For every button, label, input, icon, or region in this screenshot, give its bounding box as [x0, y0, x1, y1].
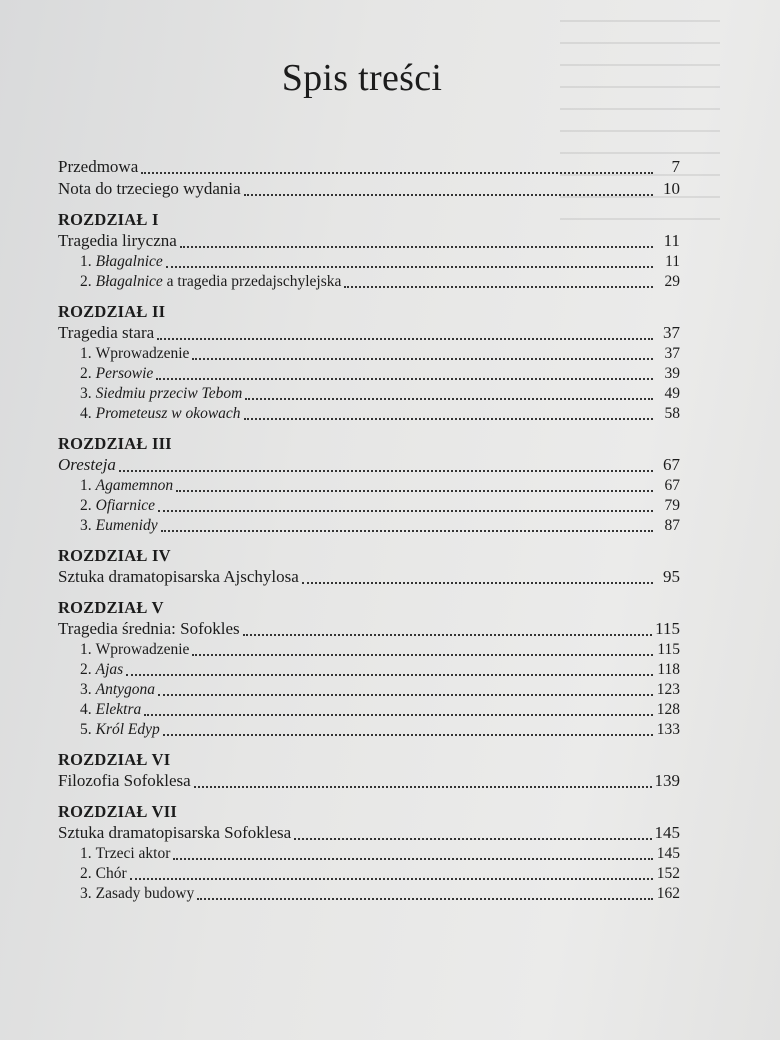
leader-dots [156, 377, 653, 380]
toc-entry-title: Wprowadzenie [95, 641, 190, 658]
toc-entry-title: Filozofia Sofoklesa [58, 771, 191, 790]
toc-entry-title: Agamemnon [95, 477, 174, 494]
toc-entry [58, 771, 680, 793]
toc-page-number: 115 [655, 619, 680, 638]
leader-dots [161, 529, 653, 532]
toc-entry-label [58, 455, 116, 475]
toc-entry-label [80, 477, 173, 495]
toc-subentry [58, 405, 680, 425]
toc-page-number: 123 [656, 681, 680, 698]
toc-entry-title: Ofiarnice [95, 497, 156, 514]
toc-subentry [58, 701, 680, 721]
toc-entry-label [80, 253, 163, 271]
toc-page-number: 11 [665, 253, 680, 270]
leader-dots [244, 193, 653, 196]
toc-entry-label [80, 517, 158, 535]
toc-subentry [58, 477, 680, 497]
toc-page-number: 139 [654, 771, 680, 790]
toc-page-number: 128 [656, 701, 680, 718]
toc-chapter-heading: ROZDZIAŁ VII [58, 802, 178, 821]
toc-entry-label [58, 567, 299, 587]
leader-dots [245, 397, 653, 400]
toc-chapter-heading: ROZDZIAŁ VI [58, 750, 171, 769]
toc-subentry [58, 845, 680, 865]
toc-entry-label [58, 231, 177, 251]
leader-dots [194, 785, 652, 788]
toc-page-number: 37 [664, 345, 680, 362]
toc-entry-number: 5. [80, 721, 92, 738]
toc-entry [58, 179, 680, 201]
toc-entry [58, 823, 680, 845]
leader-dots [244, 417, 653, 420]
leader-dots [157, 337, 653, 340]
toc-entry-title: Sztuka dramatopisarska Ajschylosa [58, 567, 299, 586]
toc-entry-label [80, 641, 189, 659]
toc-entry-number: 1. [80, 345, 92, 362]
toc-chapter-heading: ROZDZIAŁ I [58, 210, 159, 229]
toc-entry-number: 1. [80, 253, 92, 270]
toc-entry-number: 2. [80, 365, 92, 382]
toc-entry-label [58, 619, 240, 639]
toc-entry-title: Oresteja [58, 455, 116, 474]
toc-entry [58, 455, 680, 477]
toc-entry-label [80, 661, 123, 679]
toc-page-number: 87 [664, 517, 680, 534]
leader-dots [176, 489, 653, 492]
toc-subentry [58, 661, 680, 681]
toc-entry-number: 1. [80, 641, 92, 658]
toc-subentry [58, 641, 680, 661]
toc-entry-number: 2. [80, 661, 92, 678]
toc-entry-title: Trzeci aktor [95, 845, 171, 862]
toc-entry-number: 4. [80, 405, 92, 422]
toc-page-number: 118 [657, 661, 680, 678]
toc-entry-label [58, 771, 191, 791]
toc-entry-number: 3. [80, 681, 92, 698]
toc-page-number: 162 [656, 885, 680, 902]
toc-entry-label [80, 405, 241, 423]
leader-dots [158, 509, 653, 512]
toc-page-number: 115 [657, 641, 680, 658]
toc-subentry [58, 865, 680, 885]
leader-dots [294, 837, 651, 840]
toc-chapter-heading: ROZDZIAŁ V [58, 598, 164, 617]
toc-page-number: 133 [656, 721, 680, 738]
toc-page-number: 58 [664, 405, 680, 422]
toc-entry-title: Elektra [95, 701, 142, 718]
toc-entry-label [80, 273, 341, 291]
toc-subentry [58, 517, 680, 537]
page-title: Spis treści [281, 57, 443, 99]
toc-entry-title: Wprowadzenie [95, 345, 190, 362]
toc-page-number: 10 [663, 179, 680, 198]
toc-chapter-heading: ROZDZIAŁ IV [58, 546, 171, 565]
leader-dots [158, 693, 653, 696]
toc-entry-label [58, 157, 138, 177]
toc-page-number: 7 [671, 157, 680, 176]
toc-subentry [58, 253, 680, 273]
leader-dots [173, 857, 653, 860]
toc-subentry [58, 497, 680, 517]
toc-page-number: 152 [656, 865, 680, 882]
leader-dots [344, 285, 653, 288]
toc-page-number: 79 [664, 497, 680, 514]
leader-dots [144, 713, 653, 716]
toc-entry-label [58, 823, 291, 843]
toc-entry-title: Tragedia średnia: Sofokles [58, 619, 240, 638]
toc-entry-number: 1. [80, 477, 92, 494]
toc-entry-title: Chór [95, 865, 127, 882]
toc-page-number: 67 [663, 455, 680, 474]
toc-subentry [58, 681, 680, 701]
leader-dots [126, 673, 653, 676]
toc-chapter-heading: ROZDZIAŁ III [58, 434, 172, 453]
toc-entry-title: Siedmiu przeciw Tebom [95, 385, 243, 402]
toc-entry-label [80, 885, 194, 903]
toc-entry-number: 3. [80, 517, 92, 534]
toc-entry-number: 1. [80, 845, 92, 862]
toc-entry-label [80, 385, 242, 403]
leader-dots [192, 653, 653, 656]
leader-dots [197, 897, 653, 900]
toc-subentry [58, 385, 680, 405]
toc-entry-suffix: a tragedia przedajschylejska [162, 273, 342, 290]
toc-subentry [58, 365, 680, 385]
toc-entry-title: Persowie [95, 365, 154, 382]
toc-entry-title: Nota do trzeciego wydania [58, 179, 241, 198]
toc-page-number: 145 [654, 823, 680, 842]
toc-page-number: 39 [664, 365, 680, 382]
toc-entry-title: Błagalnice [95, 273, 163, 290]
toc-entry-number: 2. [80, 865, 92, 882]
toc-page-number: 29 [664, 273, 680, 290]
leader-dots [119, 469, 653, 472]
toc-entry-label [58, 179, 241, 199]
toc-entry-label [80, 721, 160, 739]
toc-entry-title: Ajas [95, 661, 124, 678]
toc-subentry [58, 345, 680, 365]
leader-dots [166, 265, 653, 268]
toc-entry-label [80, 365, 153, 383]
toc-entry-label [80, 701, 141, 719]
toc-entry-title: Król Edyp [95, 721, 160, 738]
toc-entry-number: 3. [80, 885, 92, 902]
leader-dots [180, 245, 653, 248]
toc-entry [58, 619, 680, 641]
toc-entry-label [80, 845, 170, 863]
toc-page-number: 49 [664, 385, 680, 402]
leader-dots [192, 357, 653, 360]
toc-page-number: 11 [663, 231, 680, 250]
toc-entry-label [80, 345, 189, 363]
toc-entry-label [80, 681, 155, 699]
toc-page-number: 37 [663, 323, 680, 342]
toc-entry-title: Antygona [95, 681, 156, 698]
toc-entry-title: Przedmowa [58, 157, 139, 176]
toc-entry-title: Eumenidy [95, 517, 158, 534]
leader-dots [163, 733, 653, 736]
leader-dots [302, 581, 653, 584]
leader-dots [130, 877, 653, 880]
toc-entry-title: Tragedia stara [58, 323, 155, 342]
toc-entry-number: 2. [80, 497, 92, 514]
toc-entry-title: Prometeusz w okowach [95, 405, 241, 422]
toc-entry [58, 157, 680, 179]
toc-page-number: 95 [663, 567, 680, 586]
toc-entry-title: Zasady budowy [95, 885, 195, 902]
toc-entry-title: Sztuka dramatopisarska Sofoklesa [58, 823, 292, 842]
leader-dots [243, 633, 653, 636]
toc-entry-number: 4. [80, 701, 92, 718]
toc-entry [58, 323, 680, 345]
toc-entry [58, 231, 680, 253]
toc-entry-title: Błagalnice [95, 253, 163, 270]
toc-subentry [58, 721, 680, 741]
toc-subentry [58, 273, 680, 293]
toc-page-number: 67 [664, 477, 680, 494]
table-of-contents [58, 157, 680, 905]
toc-entry-number: 2. [80, 273, 92, 290]
toc-chapter-heading: ROZDZIAŁ II [58, 302, 166, 321]
toc-page-number: 145 [656, 845, 680, 862]
toc-entry-label [80, 865, 127, 883]
toc-subentry [58, 885, 680, 905]
toc-entry-label [80, 497, 155, 515]
leader-dots [141, 171, 653, 174]
toc-entry-title: Tragedia liryczna [58, 231, 177, 250]
toc-entry-number: 3. [80, 385, 92, 402]
toc-entry [58, 567, 680, 589]
toc-entry-label [58, 323, 154, 343]
